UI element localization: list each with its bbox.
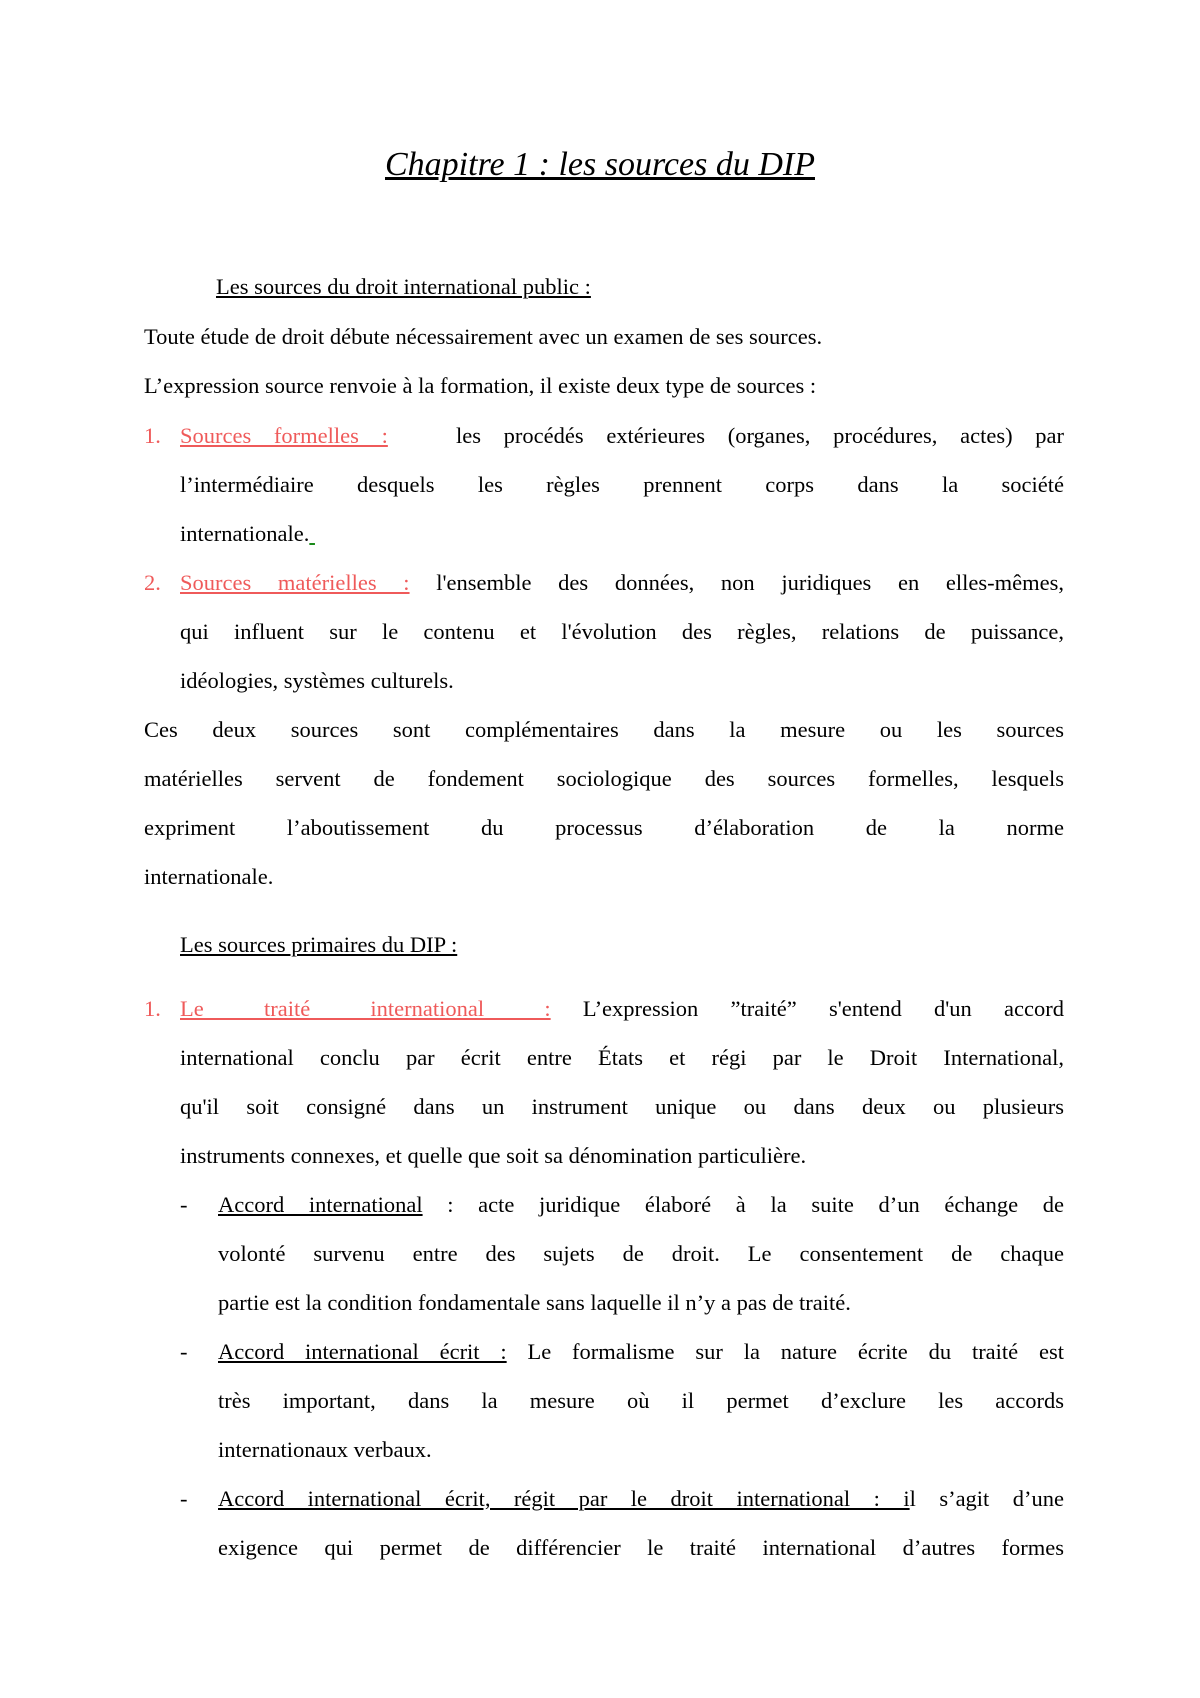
paragraph-line: Ces deux sources sont complémentaires dans la mesure ou les sources: [144, 717, 1064, 742]
term-label: Sources matérielles :: [180, 570, 410, 595]
text-line: : acte juridique élaboré à la suite d’un échange de: [422, 1192, 1064, 1217]
bullet-dash: -: [180, 1486, 188, 1511]
text-line: L’expression ”traité” s'entend d'un accord: [582, 996, 1064, 1021]
text-line: international conclu par écrit entre États et régi par le Droit International,: [180, 1045, 1064, 1070]
list-item-traite: [180, 998, 1064, 1021]
text-line: instruments connexes, et quelle que soit sa dénomination particulière.: [180, 1143, 807, 1168]
page-title: Chapitre 1 : les sources du DIP: [385, 146, 815, 183]
text-line: qu'il soit consigné dans un instrument unique ou dans deux ou plusieurs: [180, 1094, 1064, 1119]
bullet-item: [218, 1194, 1064, 1217]
text-line: l'ensemble des données, non juridiques en elles-mêmes,: [436, 570, 1064, 595]
text-line: exigence qui permet de différencier le traité international d’autres formes: [218, 1535, 1064, 1560]
list-number: 2.: [144, 570, 161, 595]
text-line: Le formalisme sur la nature écrite du traité est: [506, 1339, 1064, 1364]
section-heading-primaires: Les sources primaires du DIP :: [180, 932, 458, 957]
term-label: Le traité international :: [180, 996, 551, 1021]
term-label: Sources formelles :: [180, 423, 388, 448]
bullet-item: [218, 1341, 1064, 1364]
text-line: internationaux verbaux.: [218, 1437, 432, 1462]
paragraph-line: matérielles servent de fondement sociologique des sources formelles, lesquels: [144, 766, 1064, 791]
intro-line-1: Toute étude de droit débute nécessairement avec un examen de ses sources.: [144, 324, 823, 349]
term-label: Accord international écrit, régit par le droit international : i: [218, 1486, 910, 1511]
text-line: l s’agit d’une: [909, 1486, 1065, 1511]
text-line: internationale.: [180, 521, 310, 546]
text-line: l’intermédiaire desquels les règles prennent corps dans la société: [180, 472, 1064, 497]
paragraph-line: internationale.: [144, 864, 274, 889]
list-item-sources-materielles: [180, 572, 1064, 595]
text-line: idéologies, systèmes culturels.: [180, 668, 454, 693]
bullet-dash: -: [180, 1339, 188, 1364]
intro-line-2: L’expression source renvoie à la formation, il existe deux type de sources :: [144, 373, 817, 398]
bullet-item: [218, 1488, 1064, 1511]
section-heading-sources: Les sources du droit international public :: [216, 274, 591, 299]
text-line: les procédés extérieures (organes, procédures, actes) par: [455, 423, 1065, 448]
text-line: très important, dans la mesure où il permet d’exclure les accords: [218, 1388, 1064, 1413]
text-line: qui influent sur le contenu et l'évolution des règles, relations de puissance,: [180, 619, 1064, 644]
term-label: Accord international: [218, 1192, 423, 1217]
text-line: partie est la condition fondamentale sans laquelle il n’y a pas de traité.: [218, 1290, 851, 1315]
list-number: 1.: [144, 423, 161, 448]
term-label: Accord international écrit :: [218, 1339, 507, 1364]
list-item-sources-formelles: [180, 425, 1064, 448]
list-number: 1.: [144, 996, 161, 1021]
bullet-dash: -: [180, 1192, 188, 1217]
paragraph-line: expriment l’aboutissement du processus d’élaboration de la norme: [144, 815, 1064, 840]
text-line: volonté survenu entre des sujets de droit. Le consentement de chaque: [218, 1241, 1064, 1266]
